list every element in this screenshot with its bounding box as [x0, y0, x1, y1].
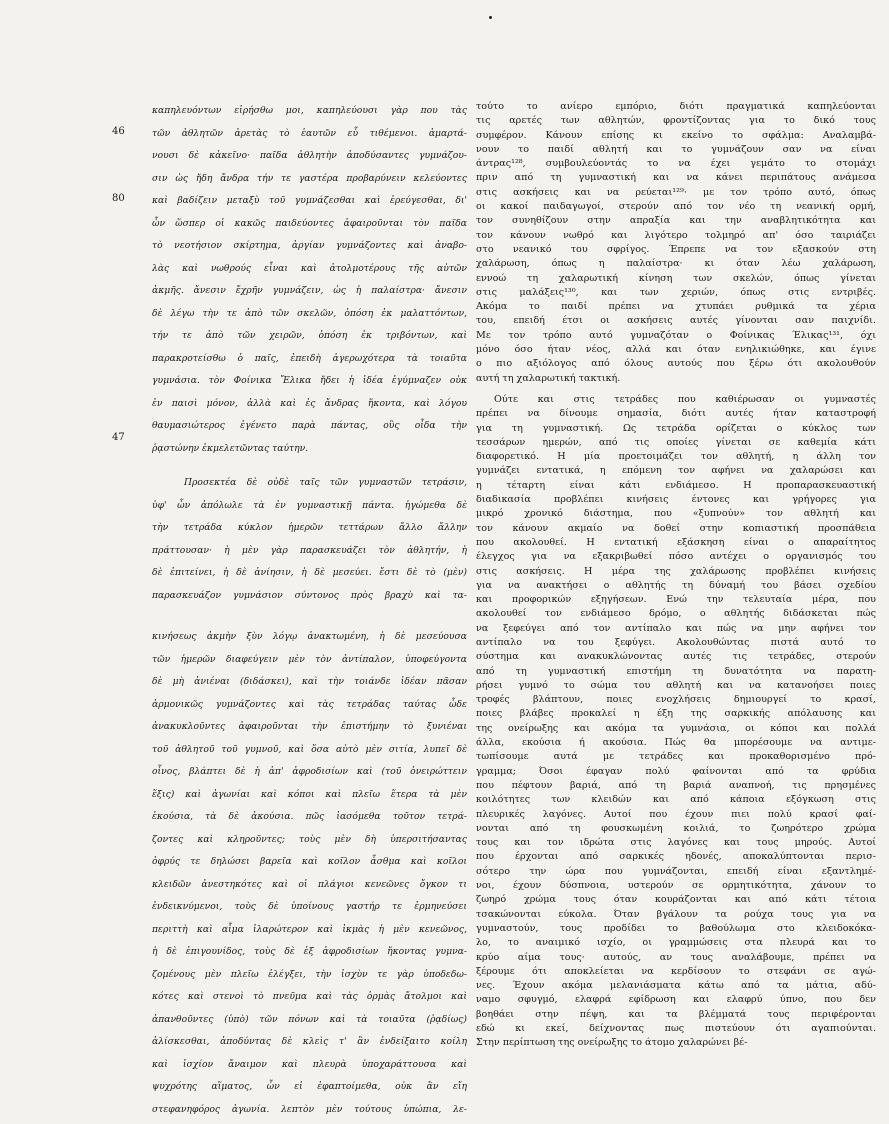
text-line: ακολουθεί τον ενδιάμεσο δρόμο, ο αθλητής διδάσκεται πώς [476, 608, 876, 620]
text-line: της ονείρωξης και ακόμα τα γυμνάσια, οι κόποι και πολλά [476, 722, 876, 734]
text-line: οἶνος, βλάπτει δὲ ἡ ἀπ' ἀφροδισίων καὶ (τοῦ ὀνειρώττειν [152, 766, 467, 777]
text-line: Στην περίπτωση της ονείρωξης το άτομο χαλαρώνει βέ- [476, 1037, 748, 1049]
text-line: περιττὴ καὶ αἷμα ἱλαρώτερον καὶ ἰκμὰς ἡ μὲν κενεῶνος, [152, 923, 467, 935]
text-line: ὧν ὥσπερ οἱ κακῶς παιδεύοντες ἀφαιροῦνται τὸν παῖδα [152, 217, 467, 229]
text-line: τὴν τετράδα κύκλον ἡμερῶν τεττάρων ἄλλο ἄλλην [152, 522, 467, 533]
text-line: ἑκούσια, τὰ δὲ ἀκούσια. πῶς ἰασόμεθα τοῦτον τετρά- [152, 811, 467, 822]
text-line: δὲ μὴ ἀνιέναι (διδάσκει), καὶ τὴν τοιάνδε ἰδέαν πᾶσαν [152, 676, 467, 687]
text-line: τωπίσουμε αυτά με τετράδες και προκαθορισμένο πρό- [476, 751, 876, 763]
paragraph-gap [152, 460, 467, 472]
text-line: οι κακοί παιδαγωγοί, στερούν από τον νέο τη νεανική ορμή, [476, 201, 876, 213]
text-line: για να ανακτήσει ο αθλητής τη δύναμή του βάσει σχεδίου [476, 579, 876, 591]
text-line: τροφές βλάπτουν, ποιες ενοχλήσεις δημιουργεί το κρασί, [476, 694, 876, 706]
text-line: ὑφ' ὧν ἀπόλωλε τὰ ἐν γυμναστικῇ πάντα. ἡγώμεθα δὲ [152, 499, 467, 511]
text-line: νοι, έχουν δύσπνοια, υστερούν σε ορμητικότητα, χάνουν το [476, 880, 876, 892]
text-line: λο, το αναιμικό ισχίο, οι γραμμώσεις στα πλευρά και το [476, 937, 876, 949]
text-line: δὲ λέγω τὴν τε ἀπὸ τῶν σκελῶν, ὁπόση ἐκ μαλαττόντων, [152, 307, 467, 319]
text-line: κρύο αίμα τους· αυτούς, αν τους αναλάβουμε, πρέπει να [476, 951, 876, 963]
greek-text-upper [152, 100, 467, 605]
text-line: τις αρετές των αθλητών, φροντίζοντας για το δικό τους [476, 115, 876, 127]
text-line: Προσεκτέα δὲ οὐδὲ ταῖς τῶν γυμναστῶν τετράσιν, [184, 477, 467, 488]
text-line: νουσι δὲ κἀκεῖνο· παῖδα ἀθλητὴν ἀποδύσαντες γυμνάζου- [152, 150, 467, 161]
text-line: μόνο όσο ήταν νέος, αλλά και όταν ενηλικιώθηκε, και έγινε [476, 344, 876, 356]
text-line: τεσσάρων ημερών, από τις οποίες γίνεται σε καθεμία κάτι [476, 436, 876, 448]
text-line: ἐν παισὶ μόνον, ἀλλὰ καὶ ἐς ἄνδρας ἥκοντα, καὶ λόγου [152, 397, 467, 409]
text-line: τῶν ἡμερῶν διαφεύγειν μὲν τὸν ἀντίπαλον, ὑποφεύγοντα [152, 653, 467, 665]
text-line: βοηθάει στην πέψη, και τα βλέμματά τους περιφέρονται [476, 1008, 876, 1020]
text-line: τσακώνονται εύκολα. Όταν βγάλουν τα ρούχα τους για να [476, 908, 876, 920]
text-line: για τη γυμναστική. Ως τετράδα ορίζεται ο κύκλος των [476, 422, 876, 434]
text-line: ναμο σφυγμό, ελαφρά εφίδρωση και ελαφρύ ύπνο, που δεν [476, 994, 876, 1006]
line-number-80: 80 [112, 193, 125, 204]
text-line: νονται από τη φουσκωμένη κοιλιά, το ζωηρότερο χρώμα [476, 822, 876, 834]
text-line: γυμναστούν, τους προδίδει το βαθούλωμα στο κλειδοκόκα- [476, 922, 876, 934]
text-line: τον κάνουν ακμαίο να δοθεί στην κοπιαστική προσπάθεια [476, 522, 876, 534]
text-line: ἀνακυκλοῦντες ἀφαιροῦνται τὴν ἐπιστήμην τὸ ξυνιέναι [152, 721, 467, 732]
text-line: του, επειδή έτσι οι ασκήσεις αυτές γίνονται σαν παιχνίδι. [476, 315, 876, 327]
text-line: ἕξις) καὶ ἀγωνίαι καὶ κόποι καὶ πλεῖω ἕτερα τὰ μὲν [152, 788, 467, 800]
text-line: στις μαλάξεις¹³⁰, και των χεριών, όπως στις εντριβές. [476, 286, 876, 298]
text-line: ἀπανθοῦντες (ὑπὸ) τῶν πόνων καὶ τὰ τοιαῦτα (ῥᾳδίως) [152, 1013, 467, 1025]
text-line: στις ασκήσεις και να ρεύεται¹²⁹· με τον τρόπο αυτό, όπως [476, 186, 876, 198]
text-line: καπηλευόντων εἰρήσθω μοι, καπηλεύουσι γὰρ που τὰς [152, 105, 467, 116]
text-line: πρέπει να δίνουμε σημασία, διότι αυτές ήταν καταστροφή [476, 408, 876, 420]
text-line: πλευρικές λαγόνες. Αυτοί που έχουν πιει πολύ κρασί φαί- [476, 808, 876, 820]
text-line: πριν από τη γυμναστική και να κάνει περιπάτους ανάμεσα [476, 172, 876, 184]
text-line: λὰς καὶ νωθρούς εἶναι καὶ ἀτολμοτέρους τῆς αὐτῶν [152, 262, 467, 274]
text-line: τον συνηθίζουν στην απραξία και την αναβλητικότητα και [476, 215, 876, 227]
text-line: στις ασκήσεις. Η μέρα της χαλάρωσης προβλέπει κινήσεις [476, 565, 876, 577]
text-line: διαδικασία προβλέπει κινήσεις έντονες και γρήγορες για [476, 494, 876, 506]
text-line: ζωηρό χρώμα τους όταν κουράζονται και από κάτι τέτοια [476, 894, 876, 906]
text-line: γυμνάσια. τὸν Φοίνικα Ἔλικα ἤδει ἡ ἰδέα ἐγύμναζεν οὐκ [152, 375, 467, 386]
speck-mark [489, 16, 492, 19]
text-line: συμφέρον. Κάνουν επίσης κι εκείνο το σφάλμα: Αναλαμβά- [476, 129, 876, 141]
text-line: ψυχρότης αἵματος, ὧν εἰ ἐφαπτοίμεθα, οὐκ ἂν εἴη [152, 1081, 467, 1092]
text-line: σιν ὡς ἤδη ἄνδρα τήν τε γαστέρα προβαρύνειν κελεύοντες [152, 172, 467, 184]
text-line: ο πιο αξιόλογος από όλους αυτούς που ξέρω ότι ακολουθούν [476, 358, 876, 370]
text-line: δὲ ἐπιτείνει, ἡ δὲ ἀνίησιν, ἡ δὲ μεσεύει. ἔστι δὲ τὸ (μὲν) [152, 567, 467, 578]
greek-text-lower [152, 626, 467, 1121]
text-line: Ακόμα το παιδί πρέπει να χτυπάει ρυθμικά τα χέρια [476, 301, 876, 313]
text-line: καὶ βαδίζειν μεταξὺ τοῦ γυμνάζεσθαι καὶ ἐρεύγεσθαι, δι' [152, 195, 467, 206]
text-line: σύστημα και ανακυκλώνοντας αυτές τις τετράδες, στερούν [476, 651, 876, 663]
text-line: ξέρουμε ότι αποκλείεται να κερδίσουν το στεφάνι σε αγώ- [476, 965, 876, 977]
text-line: τον κάνουν νωθρό και λιγότερο τολμηρό απ' όσο ταιριάζει [476, 229, 876, 241]
text-line: και προφορικών εξηγήσεων. Ενώ την τελευταία μέρα, που [476, 594, 876, 606]
text-line: ζοντες καὶ κληροῦντες; τοὺς μὲν δὴ ὑπερσιτήσαντας [152, 833, 467, 845]
text-line: η τέταρτη είναι κάτι ενδιάμεσο. Η προπαρασκευαστική [476, 479, 876, 491]
line-number-46: 46 [112, 126, 125, 137]
text-line: ἐνδεικνύμενοι, τοὺς δὲ ὑποίνους γαστήρ τε ἐρμηνεύσει [152, 901, 467, 912]
text-line: Με τον τρόπο αυτό γυμναζόταν ο Φοίνικας Έλικας¹³¹, όχι [476, 329, 876, 341]
text-line: πράττουσαν· ἡ μὲν γὰρ παρασκευάζει τὸν ἀθλητήν, ἡ [152, 544, 467, 556]
text-line: σότερο την ώρα που γυμνάζονται, επειδή είναι εξαντλημέ- [476, 865, 876, 877]
text-line: κλειδῶν ἀνεστηκότες καὶ οἱ πλάγιοι κενεῶνες ὄγκον τι [152, 878, 467, 890]
text-line: εννοώ τη χαλαρωτική κίνηση των σκελών, όπως γίνεται [476, 272, 876, 284]
text-line: εδώ κι εκεί, δείχνοντας πως πιστεύουν ότι αγαπιούνται. [476, 1023, 876, 1034]
text-line: νουν το παιδί αθλητή και το γυμνάζουν σαν να είναι [476, 143, 876, 155]
text-line: Ούτε και στις τετράδες που καθιέρωσαν οι γυμναστές [494, 393, 876, 405]
text-line: τούτο το ανίερο εμπόριο, διότι πραγματικά καπηλεύονται [476, 101, 876, 112]
text-line: τὸ νεοτήσιον σκίρτημα, ἀργίαν γυμνάζοντες καὶ ἀναβο- [152, 240, 467, 251]
text-line: ζομένους μὲν πλεῖω ἐλέγξει, τὴν ἰσχὺν τε γὰρ ὑποδεδω- [152, 968, 467, 980]
text-line: ἀκμῆς. ἄνεσιν ἔχρῆν γυμνάζειν, ὡς ἡ παλαίστρα· ἄνεσιν [152, 285, 467, 296]
text-line: κότες καὶ στενοὶ τὸ πνεῦμα καὶ τὰς ὁρμὰς ἄτολμοι καὶ [152, 991, 467, 1002]
line-number-47: 47 [112, 432, 125, 443]
text-line: θαυμασιώτερος ἐγένετο παρὰ πάντας, οὓς οἶδα τὴν [152, 420, 467, 431]
text-line: ἁρμονικῶς γυμνάζοντες καὶ τὰς τετράδας ταύτας ὧδε [152, 698, 467, 710]
text-line: κινήσεως ἀκμὴν ξὺν λόγῳ ἀνακτωμένη, ἡ δὲ μεσεύουσα [152, 631, 467, 642]
text-line: που έρχονται από σαρκικές ηδονές, αποκαλύπτονται περισ- [476, 851, 876, 863]
text-line: να ξεφεύγει από τον αντίπαλο και πώς να μην αφήνει τον [476, 622, 876, 634]
text-line: παρασκευάζον γυμνάσιον σύντονος πρὸς βραχὺ καὶ τα- [152, 589, 467, 601]
text-line: τῶν ἀθλητῶν ἀρετὰς τὸ ἑαυτῶν εὖ τιθέμενοι. ἁμαρτά- [152, 127, 467, 139]
text-line: στεφανηφόρος ἀγωνία. λεπτὸν μὲν τούτους ὑπώπια, λε- [152, 1103, 467, 1115]
text-line: χαλάρωση, όπως η παλαίστρα· κι όταν λέω χαλάρωση, [476, 258, 876, 270]
text-line: που ακολουθεί. Η εντατική εξάσκηση είναι ο απαραίτητος [476, 536, 876, 548]
text-line: αντίπαλο να του ξεφύγει. Ακολουθώντας πιστά αυτό το [476, 636, 876, 648]
text-line: στο νεανικό του σφρίγος. Έπρεπε να τον εξασκούν στη [476, 243, 876, 255]
text-line: αυτή τη χαλαρωτική τακτική. [476, 372, 621, 384]
text-line: τήν τε ἀπὸ τῶν χειρῶν, ὁπόση ἐκ τριβόντων, καὶ [152, 330, 467, 341]
text-line: τους και τον ιδρώτα στις λαγόνες και τους μηρούς. Αυτοί [476, 837, 876, 849]
text-line: που πέφτουν βαριά, από τη βαριά αναπνοή, τις πρησμένες [476, 779, 876, 791]
paragraph-gap [476, 386, 876, 393]
text-line: από τη γυμναστική επιστήμη τη δυνατότητα να παρατη- [476, 665, 876, 677]
text-line: γραμμα; Όσοι έφαγαν πολύ φαίνονται από τα φρύδια [476, 765, 876, 777]
text-line: παρακροτείσθω ὁ παῖς, ἐπειδὴ ἀγερωχότερα τὰ τοιαῦτα [152, 352, 467, 364]
text-line: ἁλίσκεσθαι, ἀποδύντας δὲ κλεὶς τ' ἂν ἐνδείξαιτο κοίλη [152, 1036, 467, 1047]
text-line: άντρας¹²⁸, συμβουλεύοντάς το να έχει γεμάτο το στομάχι [476, 158, 876, 170]
text-line: ποιες βλάβες προκαλεί η έξη της σαρκικής απόλαυσης και [476, 708, 876, 720]
text-line: νες. Έχουν ακόμα μελανιάσματα κάτω από τα μάτια, αδύ- [476, 980, 876, 992]
modern-greek-translation [476, 100, 876, 1120]
text-line: καὶ ἰσχίον ἄναιμον καὶ πλευρὰ ὑποχαράττουσα καὶ [152, 1058, 467, 1070]
text-line: άλλα, εκούσια ή ακούσια. Πώς θα μπορέσουμε να αντιμε- [476, 737, 876, 749]
text-line: κοιλότητες των κλειδών και από κάποια εξόγκωση στις [476, 794, 876, 806]
text-line: έλεγχος για να εξακριβωθεί πόσο αντέχει ο οργανισμός του [476, 551, 876, 563]
text-line: μικρό χρονικό διάστημα, που «ξυπνούν» τον αθλητή και [476, 508, 876, 520]
text-line: διαφορετικό. Η μία προετοιμάζει τον αθλητή, η άλλη τον [476, 451, 876, 463]
text-line: ὀφρύς τε δηλώσει βαρεῖα καὶ κοῖλον ἆσθμα καὶ κοῖλοι [152, 856, 467, 867]
text-line: γυμνάζει εντατικά, η επόμενη τον αφήνει να χαλαρώσει και [476, 465, 876, 477]
text-line: ἡ δὲ ἐπιγουνίδος, τοὺς δὲ ἐξ ἀφροδισίων ἥκοντας γυμνα- [152, 946, 467, 957]
text-line: τοῦ ἀθλητοῦ τοῦ γυμνοῦ, καὶ ὅσα αὐτὸ μὲν σιτία, λυπεῖ δὲ [152, 743, 467, 755]
text-line: ῥᾳστώνην ἐκμελετῶντας ταύτην. [152, 442, 309, 454]
text-line: ρήσει γυμνό το σώμα του αθλητή και να κατανοήσει ποιες [476, 679, 876, 691]
